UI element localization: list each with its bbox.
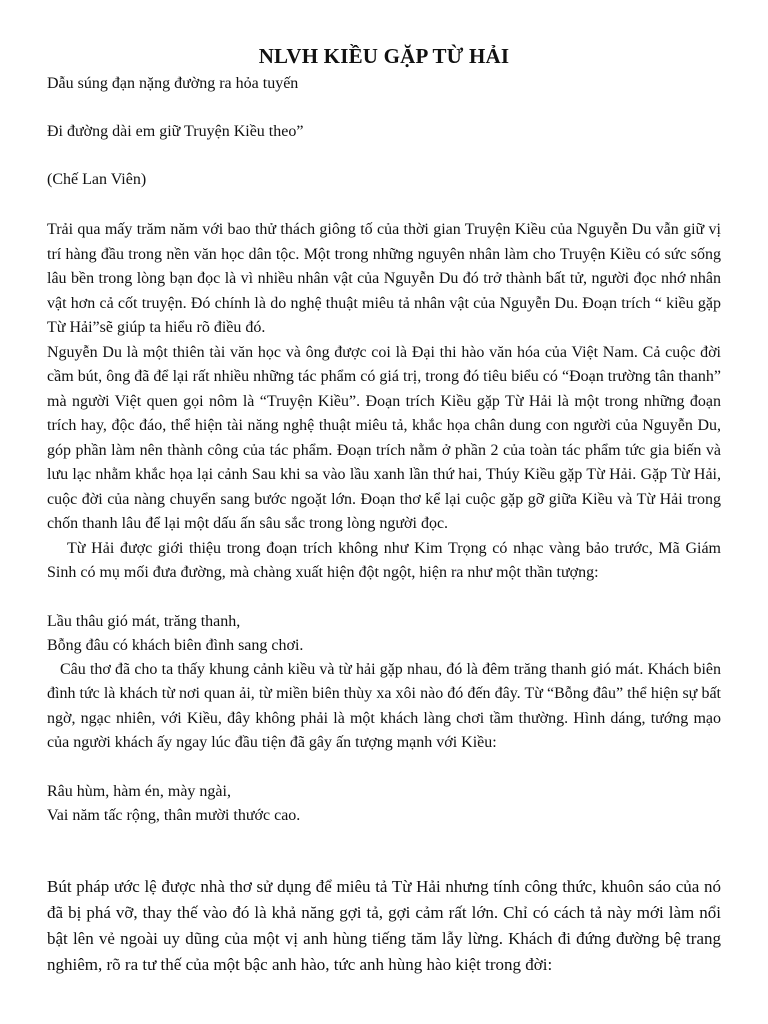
spacer bbox=[47, 192, 721, 218]
spacer bbox=[47, 828, 721, 874]
verse-quote-line: Râu hùm, hàm én, mày ngài, bbox=[47, 782, 231, 800]
spacer bbox=[47, 96, 721, 120]
paragraph-analysis-1: Câu thơ đã cho ta thấy khung cảnh kiều và từ hải gặp nhau, đó là đêm trăng thanh gió mát. Khách biên đình tức là khách từ nơi quan ải, từ miền biên thùy xa xôi nào đó đến đây. Từ “Bỗng đâu” thể hiện sự bất ngờ, ngạc nhiên, với Kiều, đây không phải là một khách làng chơi tầm thường. Hình dáng, tướng mạo của người khách ấy ngay lúc đầu tiện đã gây ấn tượng mạnh với Kiều: bbox=[47, 660, 721, 751]
verse-quote-line: Lầu thâu gió mát, trăng thanh, bbox=[47, 612, 241, 630]
epigraph-line-1: Dẫu súng đạn nặng đường ra hỏa tuyến bbox=[47, 75, 299, 92]
paragraph-analysis-2: Bút pháp ước lệ được nhà thơ sử dụng để miêu tả Từ Hải nhưng tính công thức, khuôn sáo của nó đã bị phá vỡ, thay thế vào đó là khả năng gợi tả, gợi cảm rất lớn. Chỉ có cách tả này mới làm nổi bật lên vẻ ngoài uy dũng của một vị anh hùng tiếng tăm lẫy lừng. Khách đi đứng đường bệ trang nghiêm, rõ ra tư thế của một bậc anh hào, tức anh hùng hào kiệt trong đời: bbox=[47, 876, 721, 974]
document-title: NLVH KIỀU GẶP TỪ HẢI bbox=[258, 44, 510, 68]
document-page bbox=[47, 40, 721, 978]
spacer bbox=[47, 756, 721, 780]
epigraph-line-2: Đi đường dài em giữ Truyện Kiều theo” bbox=[47, 123, 304, 140]
paragraph-author-context: Nguyễn Du là một thiên tài văn học và ông được coi là Đại thi hào văn hóa của Việt Nam. Cả cuộc đời cầm bút, ông đã để lại rất nhiều những tác phẩm có giá trị, trong đó tiêu biểu có “Đoạn trường tân thanh” mà người Việt quen gọi nôm là “Truyện Kiều”. Đoạn trích Kiều gặp Từ Hải là một trong những đoạn trích hay, độc đáo, thể hiện tài năng nghệ thuật miêu tả, khắc họa chân dung con người của Nguyễn Du, góp phần làm nên thành công của tác phẩm. Đoạn trích nằm ở phần 2 của toàn tác phẩm tức gia biến và lưu lạc nhằm khắc họa lại cảnh Sau khi sa vào lầu xanh lần thứ hai, Thúy Kiều gặp Từ Hải. Gặp Từ Hải, cuộc đời của nàng chuyển sang bước ngoặt lớn. Đoạn thơ kể lại cuộc gặp gỡ giữa Kiều và Từ Hải trong chốn thanh lâu để lại một dấu ấn sâu sắc trong lòng người đọc. bbox=[47, 343, 721, 532]
spacer bbox=[47, 144, 721, 168]
paragraph-tu-hai-intro: Từ Hải được giới thiệu trong đoạn trích không như Kim Trọng có nhạc vàng bảo trước, Mã Giám Sinh có mụ mối đưa đường, mà chàng xuất hiện đột ngột, hiện ra như một thần tượng: bbox=[47, 539, 721, 581]
epigraph-attribution: (Chế Lan Viên) bbox=[47, 171, 147, 188]
paragraph-intro: Trải qua mấy trăm năm với bao thử thách giông tố của thời gian Truyện Kiều của Nguyễn Du vẫn giữ vị trí hàng đầu trong nền văn học dân tộc. Một trong những nguyên nhân làm cho Truyện Kiều có sức sống lâu bền trong lòng bạn đọc là vì nhiều nhân vật của Nguyễn Du đó trở thành bất tử, người đọc nhớ nhân vật hơn cả cốt truyện. Đó chính là do nghệ thuật miêu tả nhân vật của Nguyễn Du. Đoạn trích “ kiều gặp Từ Hải”sẽ giúp ta hiểu rõ điều đó. bbox=[47, 221, 721, 336]
verse-quote-line: Vai năm tấc rộng, thân mười thước cao. bbox=[47, 806, 301, 824]
verse-quote-line: Bỗng đâu có khách biên đình sang chơi. bbox=[47, 636, 304, 654]
spacer bbox=[47, 586, 721, 610]
